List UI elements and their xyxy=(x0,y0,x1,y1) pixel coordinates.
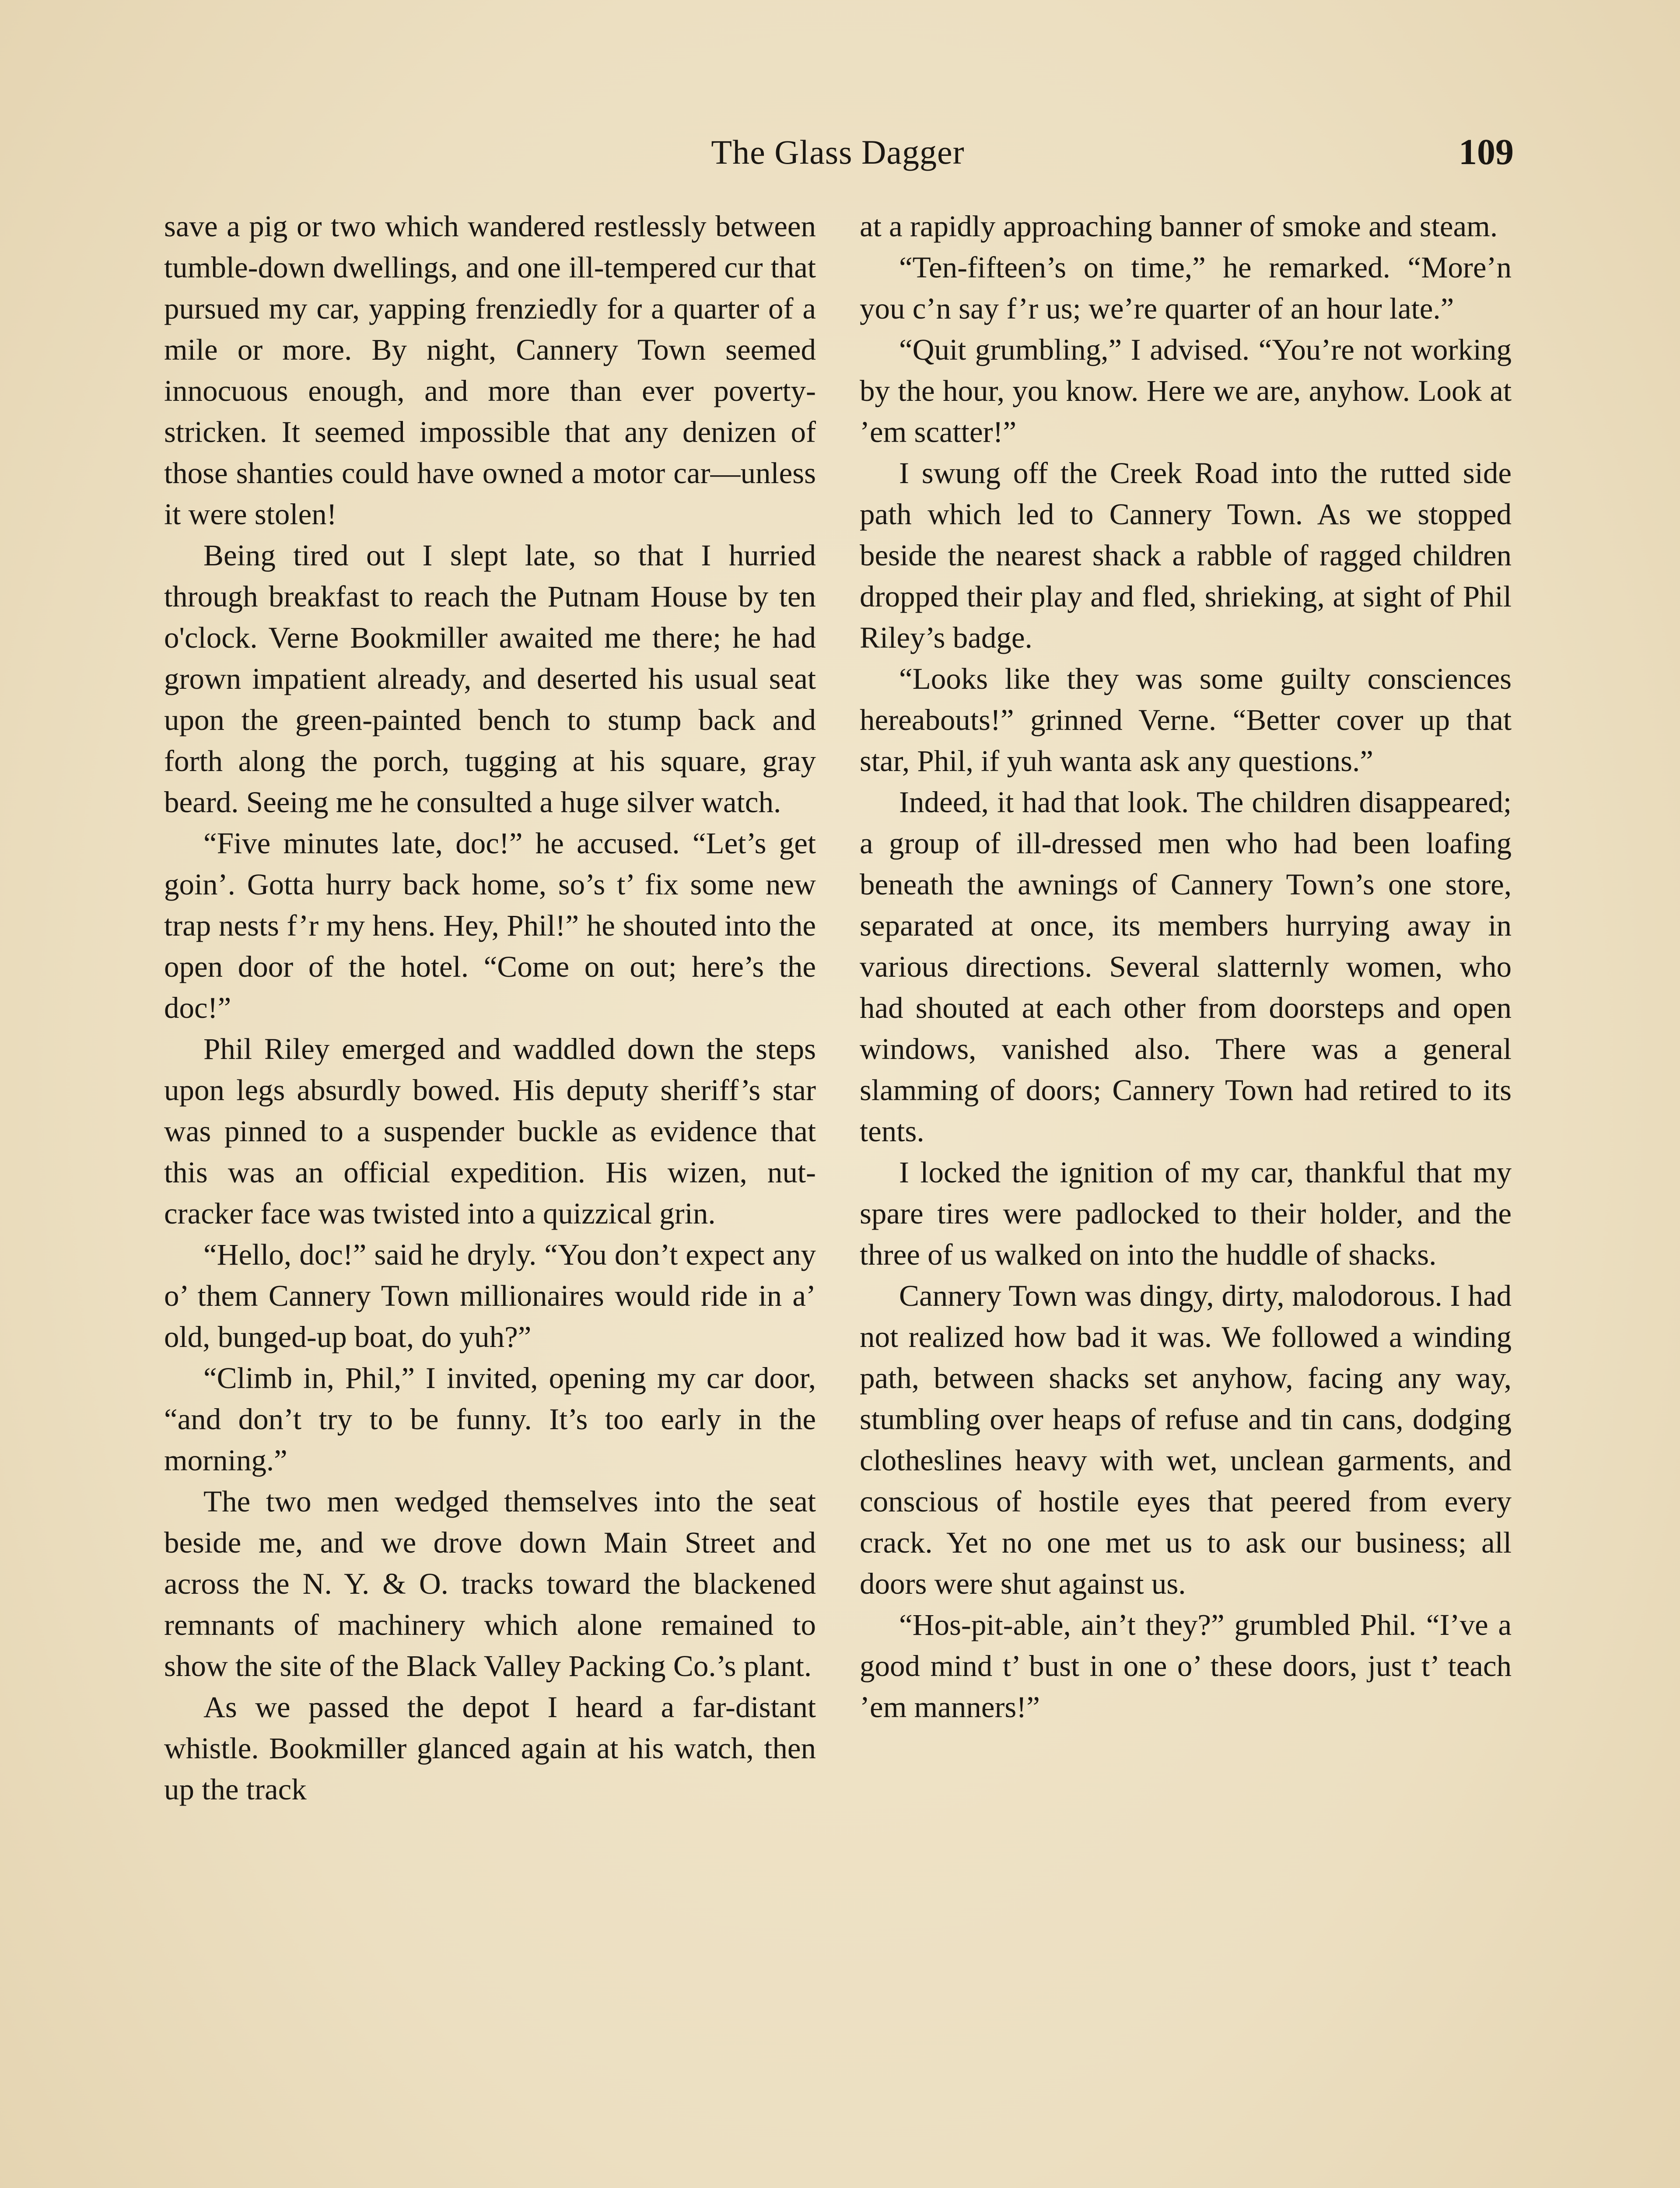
running-title: The Glass Dagger xyxy=(711,133,965,171)
paragraph: I swung off the Creek Road into the rutted side path which led to Cannery Town. As we stopped beside the nearest shack a rabble of ragged children dropped their play and fled, shrieking, at sight of Phil Riley’s badge. xyxy=(860,456,1512,654)
paragraph: Cannery Town was dingy, dirty, malodorous. I had not realized how bad it was. We followed a winding path, between shacks set anyhow, facing any way, stumbling over heaps of refuse and tin cans, dodging clotheslines heavy with wet, unclean garments, and conscious of hostile eyes that peered from every crack. Yet no one met us to ask our business; all doors were shut against us. xyxy=(860,1279,1512,1600)
paragraph: I locked the ignition of my car, thankful that my spare tires were padlocked to their holder, and the three of us walked on into the huddle of shacks. xyxy=(860,1156,1512,1271)
paragraph: Being tired out I slept late, so that I hurried through breakfast to reach the Putnam House by ten o'clock. Verne Bookmiller awaited me there; he had grown impatient already, and deserted his usual seat upon the green-painted bench to stump back and forth along the porch, tugging at his square, gray beard. Seeing me he consulted a huge silver watch. xyxy=(164,539,816,819)
paragraph: “Hos-pit-able, ain’t they?” grumbled Phil. “I’ve a good mind t’ bust in one o’ these doors, just t’ teach ’em manners!” xyxy=(860,1608,1512,1724)
paragraph: “Quit grumbling,” I advised. “You’re not working by the hour, you know. Here we are, anyhow. Look at ’em scatter!” xyxy=(860,333,1512,449)
paragraph: “Five minutes late, doc!” he accused. “Let’s get goin’. Gotta hurry back home, so’s t’ fix some new trap nests f’r my hens. Hey, Phil!” he shouted into the open door of the hotel. “Come on out; here’s the doc!” xyxy=(164,827,816,1024)
page-header xyxy=(162,126,1514,179)
paragraph: save a pig or two which wandered restlessly between tumble-down dwellings, and one ill-tempered cur that pursued my car, yapping frenziedly for a quarter of a mile or more. By night, Cannery Town seemed innocuous enough, and more than ever poverty-stricken. It seemed impossible that any denizen of those shanties could have owned a motor car—unless it were stolen! xyxy=(164,210,816,531)
paragraph: at a rapidly approaching banner of smoke and steam. xyxy=(860,210,1498,243)
paragraph: As we passed the depot I heard a far-distant whistle. Bookmiller glanced again at his watch, then up the track xyxy=(164,1690,816,1806)
paragraph: “Climb in, Phil,” I invited, opening my car door, “and don’t try to be funny. It’s too early in the morning.” xyxy=(164,1361,816,1477)
paragraph: Phil Riley emerged and waddled down the steps upon legs absurdly bowed. His deputy sheriff’s star was pinned to a suspender buckle as evidence that this was an official expedition. His wizen, nut-cracker face was twisted into a quizzical grin. xyxy=(164,1032,816,1230)
right-text-column xyxy=(860,206,1512,2188)
paragraph: Indeed, it had that look. The children disappeared; a group of ill-dressed men who had been loafing beneath the awnings of Cannery Town’s one store, separated at once, its members hurrying away in various directions. Several slatternly women, who had shouted at each other from doorsteps and open windows, vanished also. There was a general slamming of doors; Cannery Town had retired to its tents. xyxy=(860,785,1512,1148)
paragraph: “Ten-fifteen’s on time,” he remarked. “More’n you c’n say f’r us; we’re quarter of an hour late.” xyxy=(860,251,1512,325)
paragraph: “Hello, doc!” said he dryly. “You don’t expect any o’ them Cannery Town millionaires would ride in a’ old, bunged-up boat, do yuh?” xyxy=(164,1238,816,1353)
paragraph: The two men wedged themselves into the seat beside me, and we drove down Main Street and across the N. Y. & O. tracks toward the blackened remnants of machinery which alone remained to show the site of the Black Valley Packing Co.’s plant. xyxy=(164,1485,816,1683)
paragraph: “Looks like they was some guilty consciences hereabouts!” grinned Verne. “Better cover up that star, Phil, if yuh wanta ask any questions.” xyxy=(860,662,1512,778)
left-text-column xyxy=(164,206,816,2188)
page-number: 109 xyxy=(1459,132,1514,172)
